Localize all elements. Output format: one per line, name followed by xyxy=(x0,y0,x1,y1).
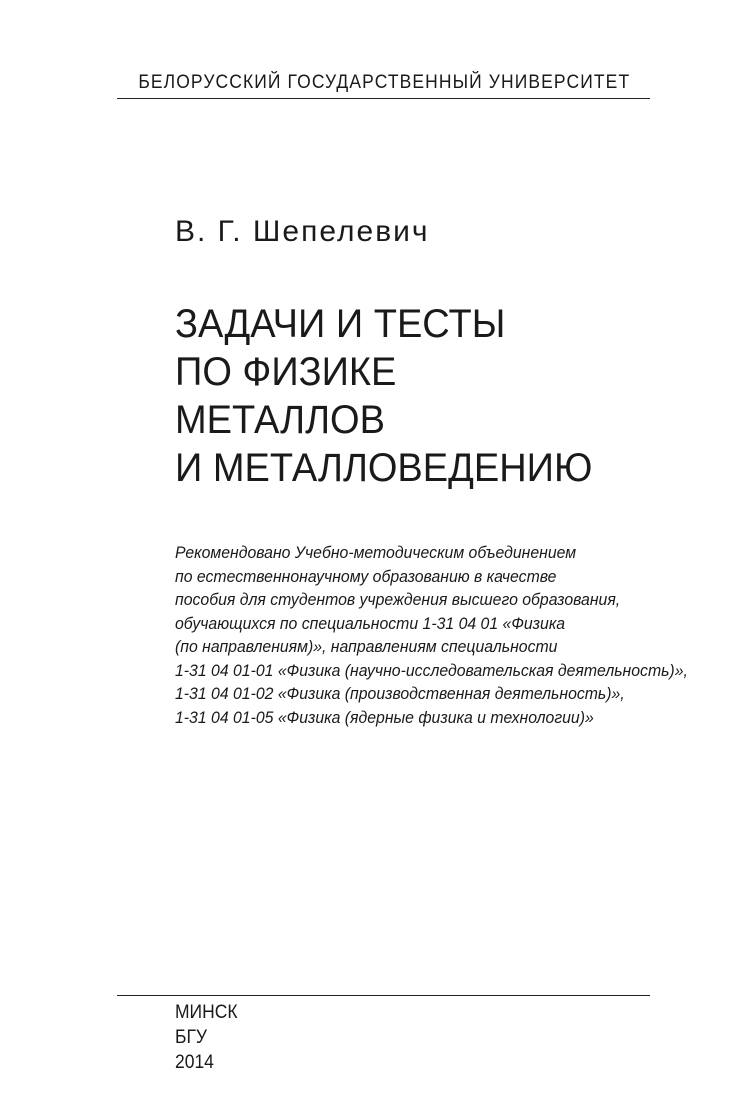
recommendation-line: (по направлениям)», направлениям специальности xyxy=(175,637,558,656)
imprint-city: МИНСК xyxy=(175,1002,238,1023)
author-name: В. Г. Шепелевич xyxy=(175,215,430,248)
recommendation-text xyxy=(175,541,688,729)
university-name: БЕЛОРУССКИЙ ГОСУДАРСТВЕННЫЙ УНИВЕРСИТЕТ xyxy=(138,72,631,93)
book-title xyxy=(175,300,592,492)
recommendation-line: пособия для студентов учреждения высшего образования, xyxy=(175,590,621,609)
title-line: И МЕТАЛЛОВЕДЕНИЮ xyxy=(175,446,593,490)
title-line: ЗАДАЧИ И ТЕСТЫ xyxy=(175,302,506,346)
imprint-year: 2014 xyxy=(175,1052,214,1073)
recommendation-line: 1-31 04 01-01 «Физика (научно-исследовательская деятельность)», xyxy=(175,660,688,680)
title-line: МЕТАЛЛОВ xyxy=(175,398,385,442)
recommendation-line: по естественнонаучному образованию в качестве xyxy=(175,566,557,586)
title-line: ПО ФИЗИКЕ xyxy=(175,350,397,394)
bottom-divider xyxy=(117,995,650,996)
recommendation-line: 1-31 04 01-05 «Физика (ядерные физика и технологии)» xyxy=(175,707,594,727)
imprint xyxy=(175,1000,238,1075)
recommendation-line: Рекомендовано Учебно-методическим объединением xyxy=(175,543,577,562)
recommendation-line: 1-31 04 01-02 «Физика (производственная деятельность)», xyxy=(175,684,625,703)
top-divider xyxy=(117,98,650,99)
imprint-publisher: БГУ xyxy=(175,1027,208,1048)
recommendation-line: обучающихся по специальности 1-31 04 01 «Физика xyxy=(175,613,566,633)
